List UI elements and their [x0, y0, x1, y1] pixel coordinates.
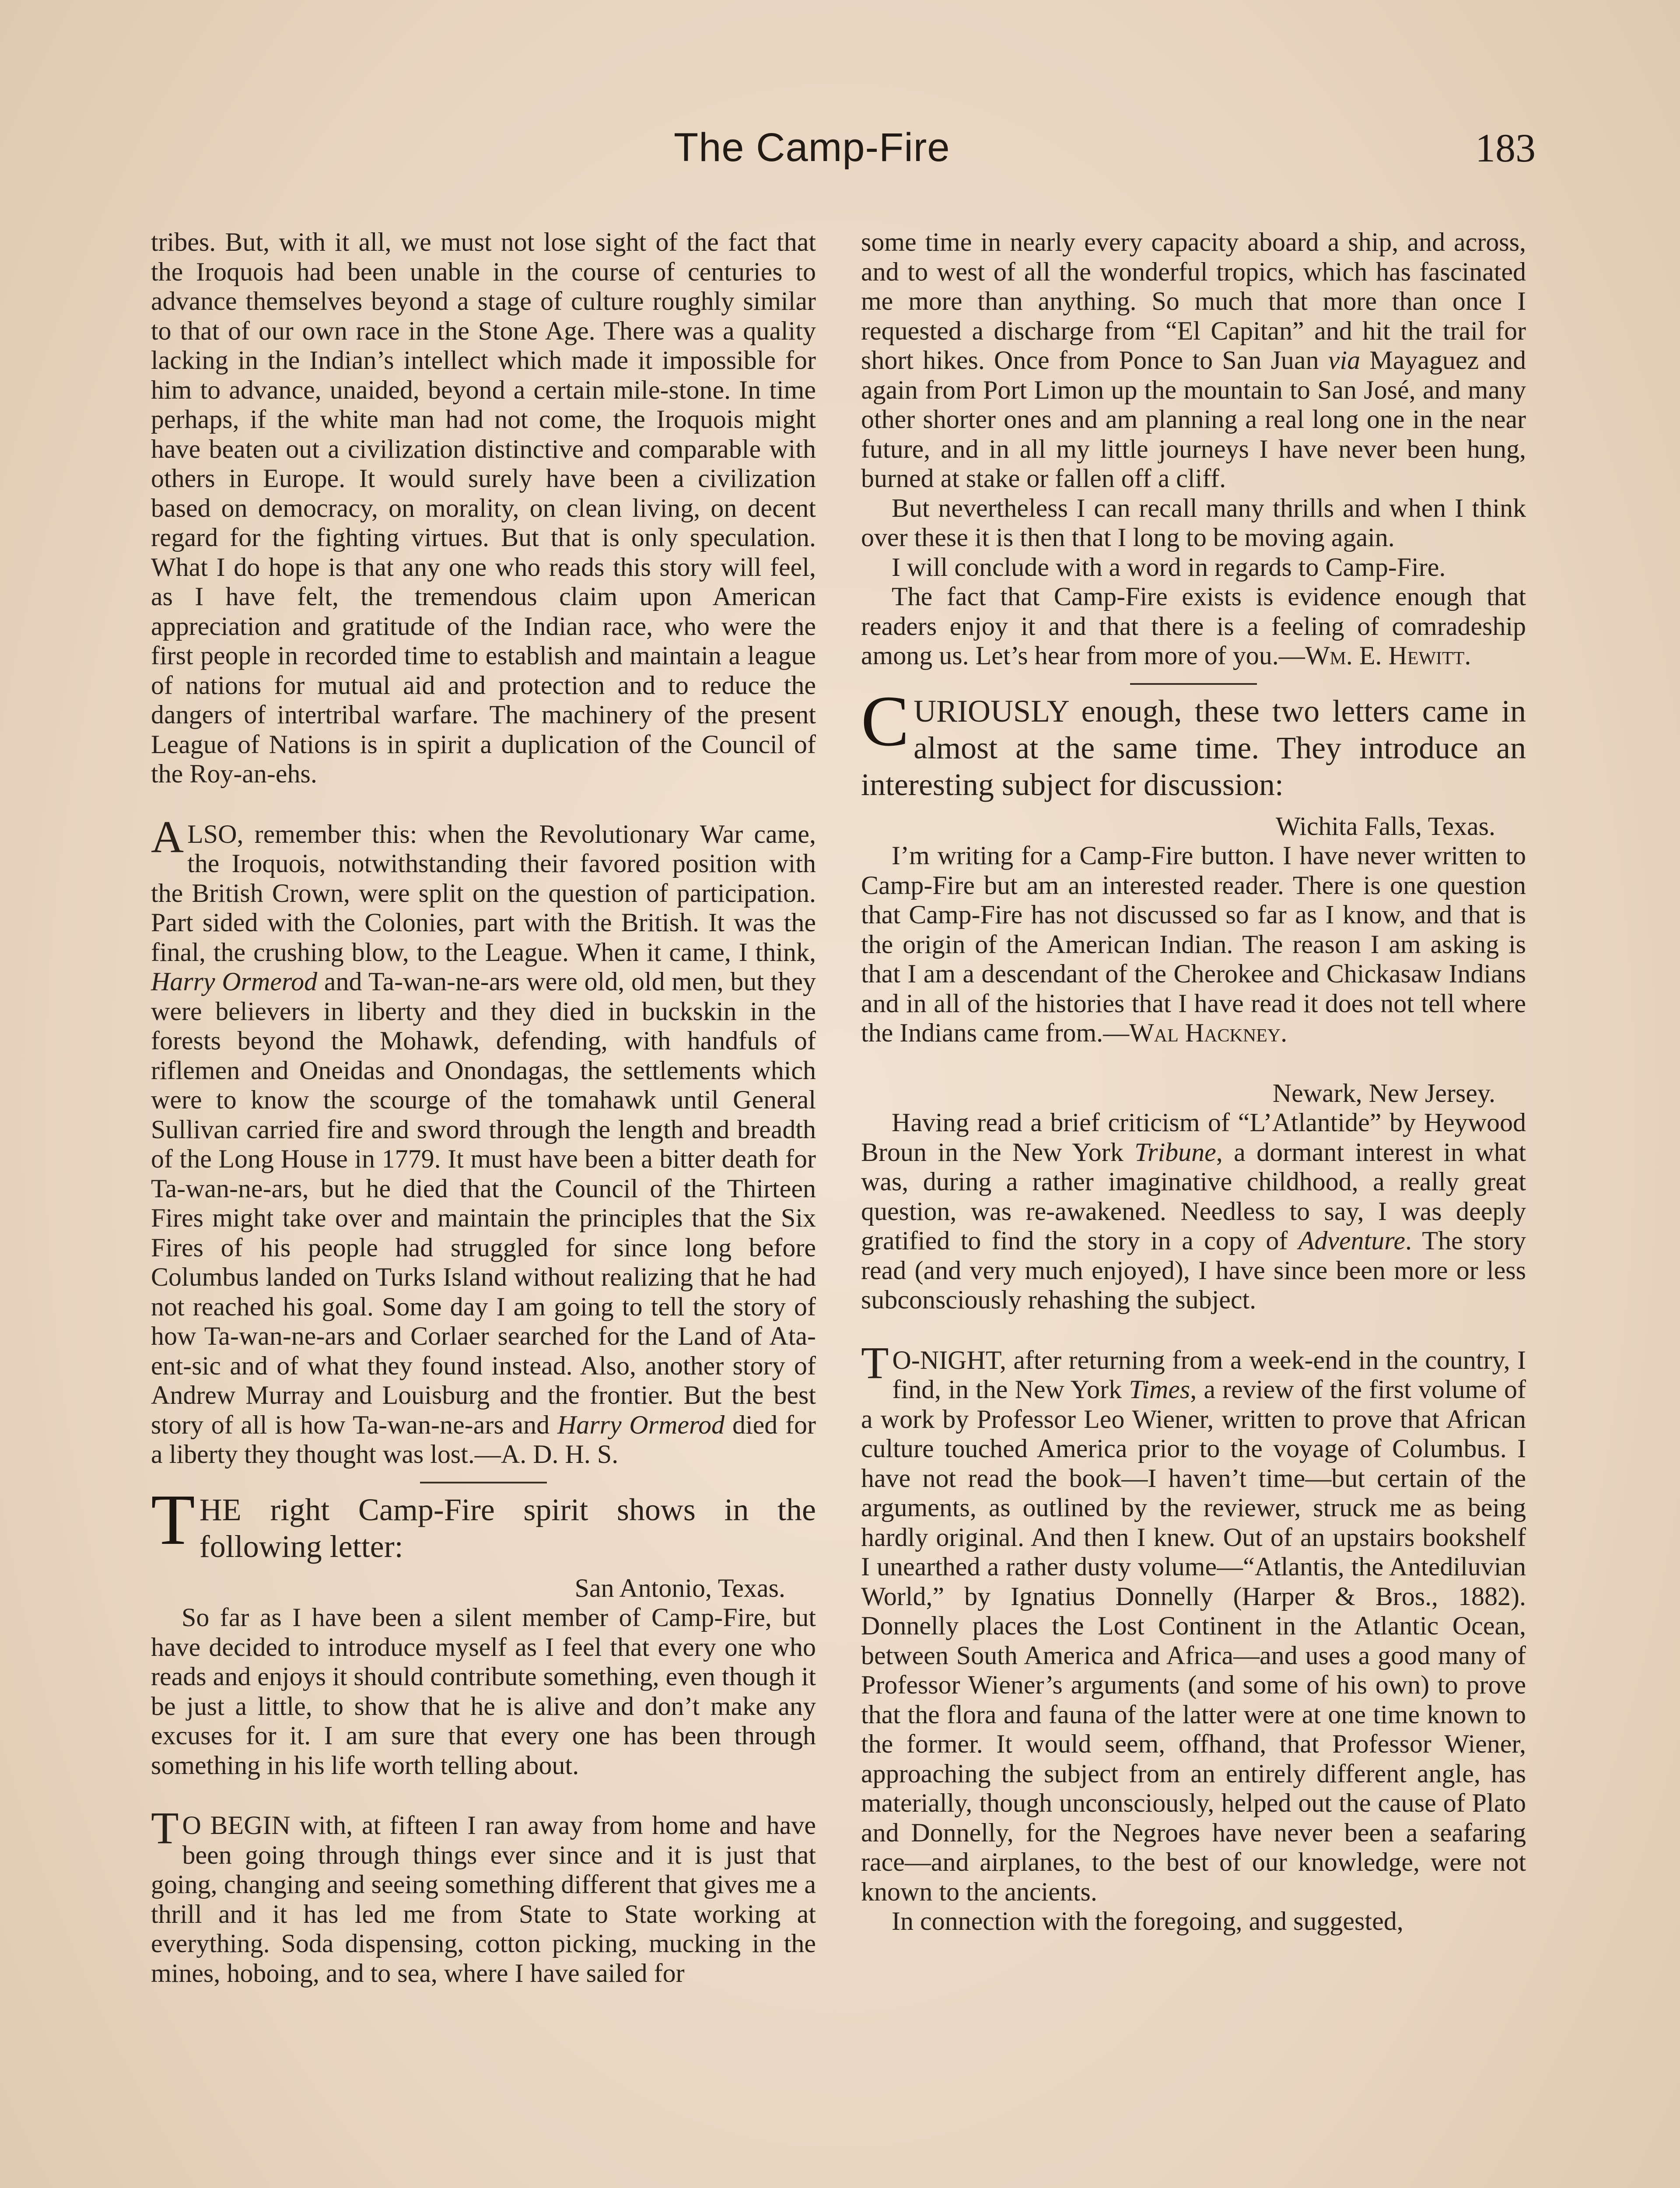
paragraph	[861, 228, 1526, 494]
paragraph	[861, 841, 1526, 1048]
drop-cap: C	[861, 680, 910, 761]
section-divider	[1130, 683, 1257, 685]
paragraph	[151, 1803, 816, 1988]
drop-cap: A	[151, 811, 184, 862]
page-number: 183	[1475, 126, 1536, 170]
drop-cap: T	[861, 1337, 889, 1388]
italic-text: via	[1328, 346, 1361, 375]
text-run: some time in nearly every capacity aboard a ship, and across, and to west of all the wonderful tropics, which has fascinated me more than anything. So much that more than once I requested a discharge from “El Capitan” and hit the trail for short hikes. Once from Ponce to San Juan	[861, 228, 1526, 375]
paragraph	[861, 1337, 1526, 1907]
text-run: died for a liberty they thought was lost.—A. D. H. S.	[151, 1410, 816, 1469]
signature: Wal Hackney.	[1129, 1018, 1288, 1047]
paragraph: I will conclude with a word in regards to Camp-Fire.	[892, 552, 1446, 582]
text-run: . The story read (and very much enjoyed), I have since been more or less subconsciously rehashing the subject.	[861, 1226, 1526, 1314]
text-run: The fact that Camp-Fire exists is evidence enough that readers enjoy it and that there is a feeling of comradeship among us. Let’s hear from more of you.—	[861, 582, 1526, 670]
section-intro	[151, 1479, 816, 1565]
paragraph	[861, 1108, 1526, 1315]
italic-text: Times	[1129, 1375, 1190, 1404]
drop-cap: T	[151, 1479, 195, 1560]
paragraph	[861, 582, 1526, 671]
letter-location: San Antonio, Texas.	[574, 1573, 785, 1602]
text-run: and Ta-wan-ne-ars were old, old men, but they were believers in liberty and they died in buckskin in the forests beyond the Mohawk, defending, with handfuls of riflemen and Oneidas and Onondagas, the settlements which were to know the scourge of the tomahawk until General Sullivan carried fire and sword through the length and breadth of the Long House in 1779. It must have been a bitter death for Ta-wan-ne-ars, but he died that the Council of the Thirteen Fires might take over and maintain the principles that the Six Fires of his people had struggled for since long before Columbus landed on Turks Island without realizing that he had not reached his goal. Some day I am going to tell the story of how Ta-wan-ne-ars and Corlaer searched for the Land of Ata-ent-sic and of what they found instead. Also, another story of Andrew Murray and Louisburg and the frontier. But the best story of all is how Ta-wan-ne-ars and	[151, 967, 816, 1439]
left-column	[151, 228, 816, 1988]
italic-text: Tribune	[1134, 1137, 1216, 1167]
text-run: HE right Camp-Fire spirit shows in the following letter:	[199, 1492, 816, 1564]
paragraph: But nevertheless I can recall many thrills and when I think over these it is then that I long to be moving again.	[861, 493, 1526, 552]
paragraph: tribes. But, with it all, we must not lose sight of the fact that the Iroquois had been unable in the course of centuries to advance themselves beyond a stage of culture roughly similar to that of our own race in the Stone Age. There was a quality lacking in the Indian’s intellect which made it impossible for him to advance, unaided, beyond a certain mile-stone. In time perhaps, if the white man had not come, the Iroquois might have beaten out a civilization distinctive and comparable with others in Europe. It would surely have been a civilization based on democracy, on morality, on clean living, on decent regard for the fighting virtues. But that is only speculation. What I do hope is that any one who reads this story will feel, as I have felt, the tremendous claim upon American appreciation and gratitude of the Indian race, who were the first people in recorded time to establish and maintain a league of nations for mutual aid and protection and to reduce the dangers of intertribal warfare. The machinery of the present League of Nations is in spirit a duplication of the Council of the Roy-an-ehs.	[151, 228, 816, 788]
text-run: , a dormant interest in what was, during a rather imaginative childhood, a really great question, was re-awakened. Needless to say, I was deeply gratified to find the story in a copy of	[861, 1137, 1526, 1255]
letter-location: Wichita Falls, Texas.	[1275, 811, 1495, 841]
text-run: Mayaguez and again from Port Limon up the mountain to San José, and many other shorter ones and am planning a real long one in the near future, and in all my little journeys I have never been hung, burned at stake or fallen off a cliff.	[861, 346, 1526, 493]
italic-text: Adventure	[1298, 1226, 1405, 1255]
text-run: I’m writing for a Camp-Fire button. I have never written to Camp-Fire but am an interested reader. There is one question that Camp-Fire has not discussed so far as I know, and that is the origin of the American Indian. The reason I am asking is that I am a descendant of the Cherokee and Chickasaw Indians and in all of the histories that I have read it does not tell where the Indians came from.—	[861, 841, 1526, 1047]
text-run: , a review of the first volume of a work by Professor Leo Wiener, written to prove that African culture touched America prior to the voyage of Columbus. I have not read the book—I haven’t time—but certain of the arguments, as outlined by the reviewer, struck me as being hardly original. And then I knew. Out of an upstairs bookshelf I unearthed a rather dusty volume—“Atlantis, the Antediluvian World,” by Ignatius Donnelly (Harper & Bros., 1882). Donnelly places the Lost Continent in the Atlantic Ocean, between South America and Africa—and uses a good many of Professor Wiener’s arguments (and some of his own) to prove that the flora and fauna of the latter were at one time known to the former. It would seem, offhand, that Professor Wiener, approaching the subject from an entirely different angle, has materially, though unconsciously, helped out the cause of Plato and Donnelly, for the Negroes have never been a seafaring race—and airplanes, to the best of our knowledge, were not known to the ancients.	[861, 1375, 1526, 1906]
signature: Wm. E. Hewitt.	[1305, 641, 1471, 670]
section-divider	[420, 1482, 547, 1483]
running-header-title: The Camp-Fire	[674, 125, 950, 170]
paragraph: In connection with the foregoing, and suggested,	[892, 1907, 1404, 1936]
text-run: O BEGIN with, at fifteen I ran away from home and have been going through things ever since and it is just that going, changing and seeing something different that gives me a thrill and it has led me from State to State working at everything. Soda dispensing, cotton picking, mucking in the mines, hoboing, and to sea, where I have sailed for	[151, 1811, 816, 1988]
drop-cap: T	[151, 1803, 179, 1853]
letter-location: Newark, New Jersey.	[1272, 1078, 1495, 1108]
right-column	[861, 228, 1526, 1936]
italic-text: Harry Ormerod	[557, 1410, 725, 1439]
text-run: LSO, remember this: when the Revolutionary War came, the Iroquois, notwithstanding their favored position with the British Crown, were split on the question of participation. Part sided with the Colonies, part with the British. It was the final, the crushing blow, to the League. When it came, I think,	[151, 819, 816, 967]
text-run: Having read a brief criticism of “L’Atlantide” by Heywood Broun in the New York	[861, 1108, 1526, 1167]
text-run: O-NIGHT, after returning from a week-end in the country, I find, in the New York	[892, 1345, 1526, 1404]
italic-text: Harry Ormerod	[151, 967, 318, 996]
text-run: URIOUSLY enough, these two letters came in almost at the same time. They introduce an interesting subject for discussion:	[861, 693, 1526, 802]
paragraph	[151, 811, 816, 1469]
section-intro	[861, 680, 1526, 803]
paragraph: So far as I have been a silent member of Camp-Fire, but have decided to introduce myself as I feel that every one who reads and enjoys it should contribute something, even though it be just a little, to show that he is alive and don’t make any excuses for it. I am sure that every one has been through something in his life worth telling about.	[151, 1603, 816, 1780]
